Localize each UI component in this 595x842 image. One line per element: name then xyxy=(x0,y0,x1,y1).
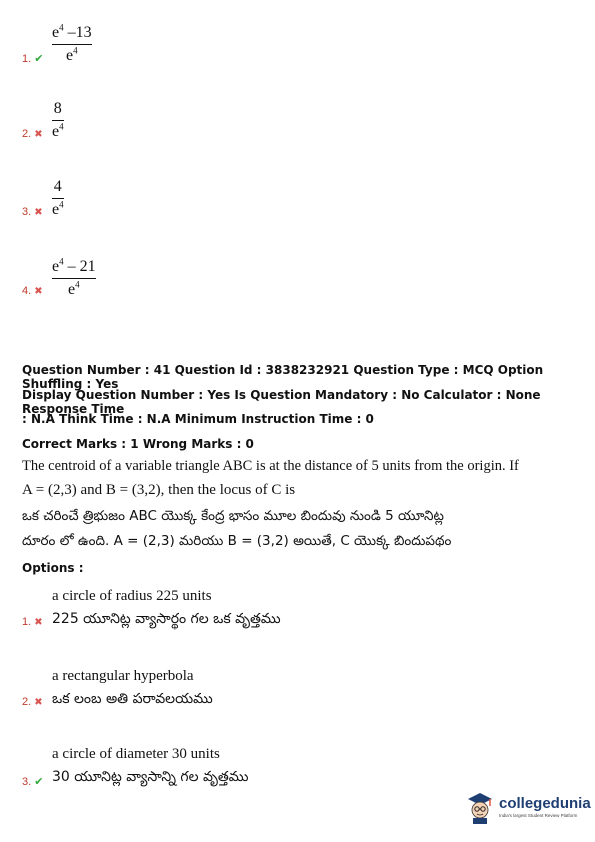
denominator: $e^4$ xyxy=(52,199,64,218)
logo-wordmark: collegedunia xyxy=(499,794,591,812)
denominator: $e^4$ xyxy=(66,45,78,64)
options-label: Options : xyxy=(22,561,84,575)
prev-option-2-number: 2. ✖ xyxy=(22,128,43,140)
numerator: 4 xyxy=(53,178,62,195)
question-meta-line-2: Display Question Number : Yes Is Question Mandatory : No Calculator : None Response Time xyxy=(22,388,541,416)
logo-tagline: India's largest Student Review Platform xyxy=(499,812,578,818)
prev-option-3-number: 3. ✖ xyxy=(22,206,43,218)
prev-option-4-number: 4. ✖ xyxy=(22,285,43,297)
question-text-telugu-line-1: ఒక చరించే త్రిభుజం ABC యొక్క కేంద్ర భాసం మూల బిందువు నుండి 5 యూనిట్ల xyxy=(22,508,444,524)
option-3-number: 3. ✔ xyxy=(22,775,44,788)
numerator: 8 xyxy=(53,100,62,117)
fraction-bar xyxy=(52,278,96,279)
prev-option-4-fraction xyxy=(52,258,96,299)
cross-icon: ✖ xyxy=(34,206,43,218)
prev-option-1-fraction xyxy=(52,24,92,65)
check-icon: ✔ xyxy=(34,775,44,788)
cross-icon: ✖ xyxy=(34,128,43,140)
question-meta-line-1: Question Number : 41 Question Id : 3838232921 Question Type : MCQ Option Shuffling : Yes xyxy=(22,363,544,391)
option-1-telugu: 225 యూనిట్ల వ్యాసార్థం గల ఒక వృత్తము xyxy=(52,611,281,627)
denominator: $e^4$ xyxy=(52,121,64,140)
fraction-bar xyxy=(52,44,92,45)
collegedunia-logo xyxy=(465,790,591,824)
option-2-english: a rectangular hyperbola xyxy=(52,668,194,684)
marks-info: Correct Marks : 1 Wrong Marks : 0 xyxy=(22,437,254,451)
option-3-english: a circle of diameter 30 units xyxy=(52,746,220,762)
option-1-number: 1. ✖ xyxy=(22,616,43,628)
question-text-english-line-2: A = (2,3) and B = (3,2), then the locus of C is xyxy=(22,482,296,498)
question-meta-line-3: : N.A Think Time : N.A Minimum Instruction Time : 0 xyxy=(22,412,374,426)
option-2-number: 2. ✖ xyxy=(22,696,43,708)
option-2-telugu: ఒక లంబ అతి పరావలయము xyxy=(52,691,213,707)
numerator: $e^4 - 21$ xyxy=(52,256,96,275)
check-icon: ✔ xyxy=(34,52,44,65)
prev-option-2-fraction xyxy=(52,100,64,141)
graduate-mascot-icon xyxy=(465,790,495,824)
prev-option-3-fraction xyxy=(52,178,64,219)
question-text-english-line-1: The centroid of a variable triangle ABC is at the distance of 5 units from the origin. If xyxy=(22,458,519,474)
option-3-telugu: 30 యూనిట్ల వ్యాసాన్ని గల వృత్తము xyxy=(52,769,249,785)
cross-icon: ✖ xyxy=(34,616,43,628)
option-1-english: a circle of radius 225 units xyxy=(52,588,212,604)
denominator: $e^4$ xyxy=(68,279,80,298)
cross-icon: ✖ xyxy=(34,285,43,297)
numerator: $e^4$ –13 xyxy=(52,22,92,41)
prev-option-1-number: 1. ✔ xyxy=(22,52,44,65)
cross-icon: ✖ xyxy=(34,696,43,708)
question-text-telugu-line-2: దూరం లో ఉంది. A = (2,3) మరియు B = (3,2) అయితే, C యొక్క బిందుపథం xyxy=(22,533,452,549)
